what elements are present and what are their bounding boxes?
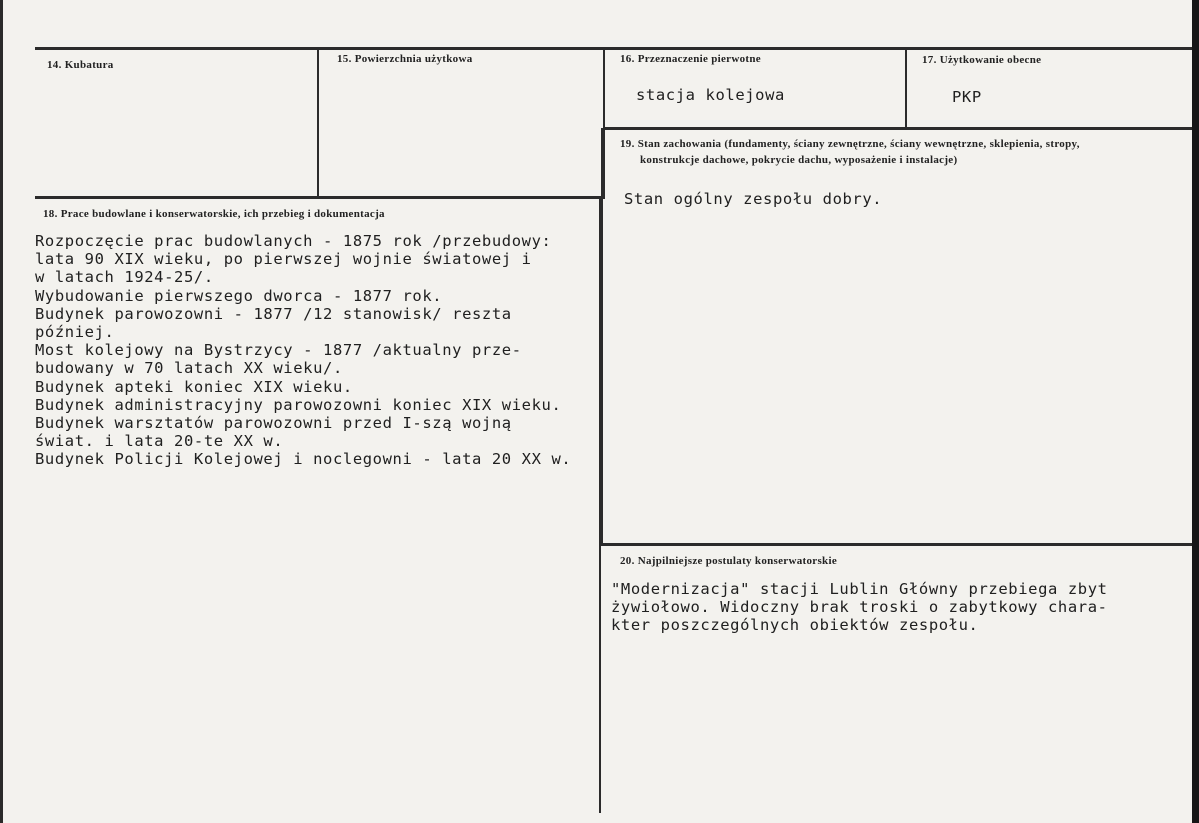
rule-under-16-17 (603, 127, 1192, 130)
field-18-text (35, 232, 571, 469)
divider-15-16 (603, 48, 605, 198)
field-19-label-line2: konstrukcje dachowe, pokrycie dachu, wyposażenie i instalacje) (640, 154, 958, 166)
rule-above-20 (601, 543, 1192, 546)
field-18-line: świat. i lata 20-te XX w. (35, 432, 284, 451)
field-15-label: 15. Powierzchnia użytkowa (337, 53, 473, 65)
field-18-line: później. (35, 323, 115, 342)
field-19-value: Stan ogólny zespołu dobry. (624, 190, 883, 208)
field-18-label: 18. Prace budowlane i konserwatorskie, ich przebieg i dokumentacja (43, 208, 385, 220)
field-20-label: 20. Najpilniejsze postulaty konserwatorskie (620, 555, 838, 567)
field-20-line: "Modernizacja" stacji Lublin Główny przebiega zbyt (611, 580, 1108, 598)
field-18-line: Budynek warsztatów parowozowni przed I-szą wojną (35, 414, 512, 433)
field-18-line: Budynek administracyjny parowozowni koniec XIX wieku. (35, 395, 562, 414)
divider-14-15 (317, 48, 319, 196)
field-18-line: Rozpoczęcie prac budowlanych - 1875 rok /przebudowy: (35, 232, 552, 250)
field-20-line: kter poszczególnych obiektów zespołu. (611, 616, 979, 635)
field-20-line: żywiołowo. Widoczny brak troski o zabytkowy chara- (611, 598, 1108, 617)
field-19-label-line1: 19. Stan zachowania (fundamenty, ściany zewnętrzne, ściany wewnętrzne, sklepienia, stropy, (620, 138, 1080, 150)
scan-edge-right (1192, 0, 1199, 823)
field-18-line: w latach 1924-25/. (35, 268, 214, 287)
field-18-line: budowany w 70 latach XX wieku/. (35, 359, 343, 378)
field-14-label: 14. Kubatura (47, 59, 114, 71)
field-17-value: PKP (952, 88, 982, 106)
field-17-label: 17. Użytkowanie obecne (922, 54, 1042, 66)
field-18-line: Budynek apteki koniec XIX wieku. (35, 377, 353, 396)
field-18-line: Budynek parowozowni - 1877 /12 stanowisk/ reszta (35, 304, 512, 323)
field-16-value: stacja kolejowa (636, 86, 785, 104)
scan-edge-left (0, 0, 3, 823)
center-divider-upper (601, 128, 603, 544)
field-18-line: lata 90 XIX wieku, po pierwszej wojnie światowej i (35, 250, 532, 269)
field-18-line: Wybudowanie pierwszego dworca - 1877 rok. (35, 286, 443, 305)
field-18-line: Most kolejowy na Bystrzycy - 1877 /aktualny prze- (35, 341, 522, 360)
rule-under-14-15 (35, 196, 605, 199)
field-20-text (611, 580, 1108, 635)
top-rule (35, 47, 1192, 50)
field-18-line: Budynek Policji Kolejowej i noclegowni - lata 20 XX w. (35, 450, 572, 469)
divider-16-17 (905, 48, 907, 128)
field-16-label: 16. Przeznaczenie pierwotne (620, 53, 761, 65)
